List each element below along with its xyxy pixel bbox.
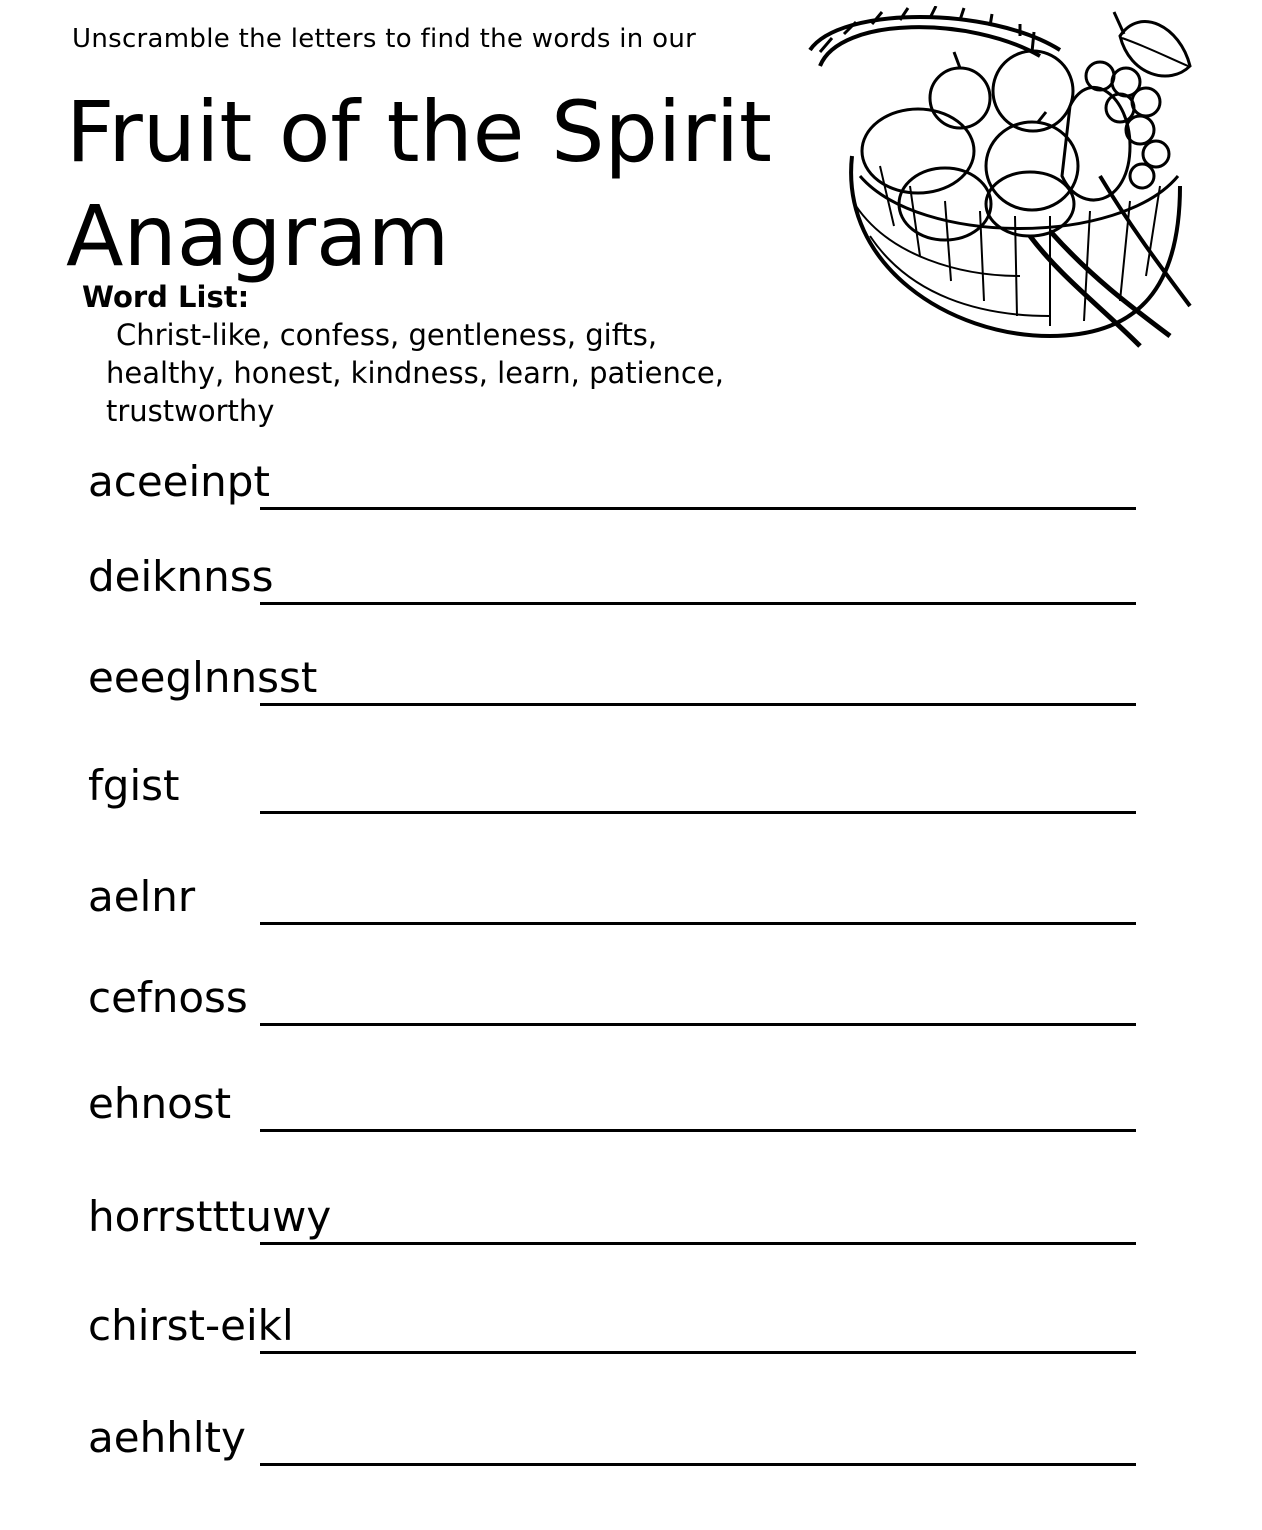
puzzle-row xyxy=(88,545,1138,605)
puzzle-row xyxy=(88,646,1138,706)
scrambled-word: horrstttuwy xyxy=(88,1192,332,1241)
scrambled-word: aehhlty xyxy=(88,1413,246,1462)
scrambled-word: chirst-eikl xyxy=(88,1301,294,1350)
answer-line[interactable] xyxy=(260,1463,1136,1466)
scrambled-word: aelnr xyxy=(88,872,196,921)
puzzle-row xyxy=(88,1072,1138,1132)
scrambled-word: fgist xyxy=(88,761,180,810)
puzzle-row xyxy=(88,450,1138,510)
fruit-basket-icon xyxy=(800,6,1200,358)
answer-line[interactable] xyxy=(260,922,1136,925)
puzzle-row xyxy=(88,754,1138,814)
instructions-text: Unscramble the letters to find the words in our xyxy=(72,24,697,54)
puzzle-row xyxy=(88,966,1138,1026)
word-list-label: Word List: xyxy=(82,280,250,314)
scrambled-word: deiknnss xyxy=(88,552,274,601)
title-line-2: Anagram xyxy=(66,187,450,285)
puzzle-row xyxy=(88,1185,1138,1245)
scrambled-word: ehnost xyxy=(88,1079,232,1128)
answer-line[interactable] xyxy=(260,602,1136,605)
answer-line[interactable] xyxy=(260,1023,1136,1026)
word-list: Christ-like, confess, gentleness, gifts, healthy, honest, kindness, learn, patience, trustworthy xyxy=(106,318,724,428)
scrambled-word: eeeglnnsst xyxy=(88,653,318,702)
answer-line[interactable] xyxy=(260,1129,1136,1132)
title-line-1: Fruit of the Spirit xyxy=(66,83,772,181)
answer-line[interactable] xyxy=(260,1351,1136,1354)
scrambled-word: cefnoss xyxy=(88,973,248,1022)
scrambled-word: aceeinpt xyxy=(88,457,270,506)
puzzle-row xyxy=(88,865,1138,925)
worksheet-title xyxy=(66,80,772,288)
answer-line[interactable] xyxy=(260,811,1136,814)
puzzle-row xyxy=(88,1294,1138,1354)
answer-line[interactable] xyxy=(260,1242,1136,1245)
answer-line[interactable] xyxy=(260,703,1136,706)
puzzle-row xyxy=(88,1406,1138,1466)
answer-line[interactable] xyxy=(260,507,1136,510)
